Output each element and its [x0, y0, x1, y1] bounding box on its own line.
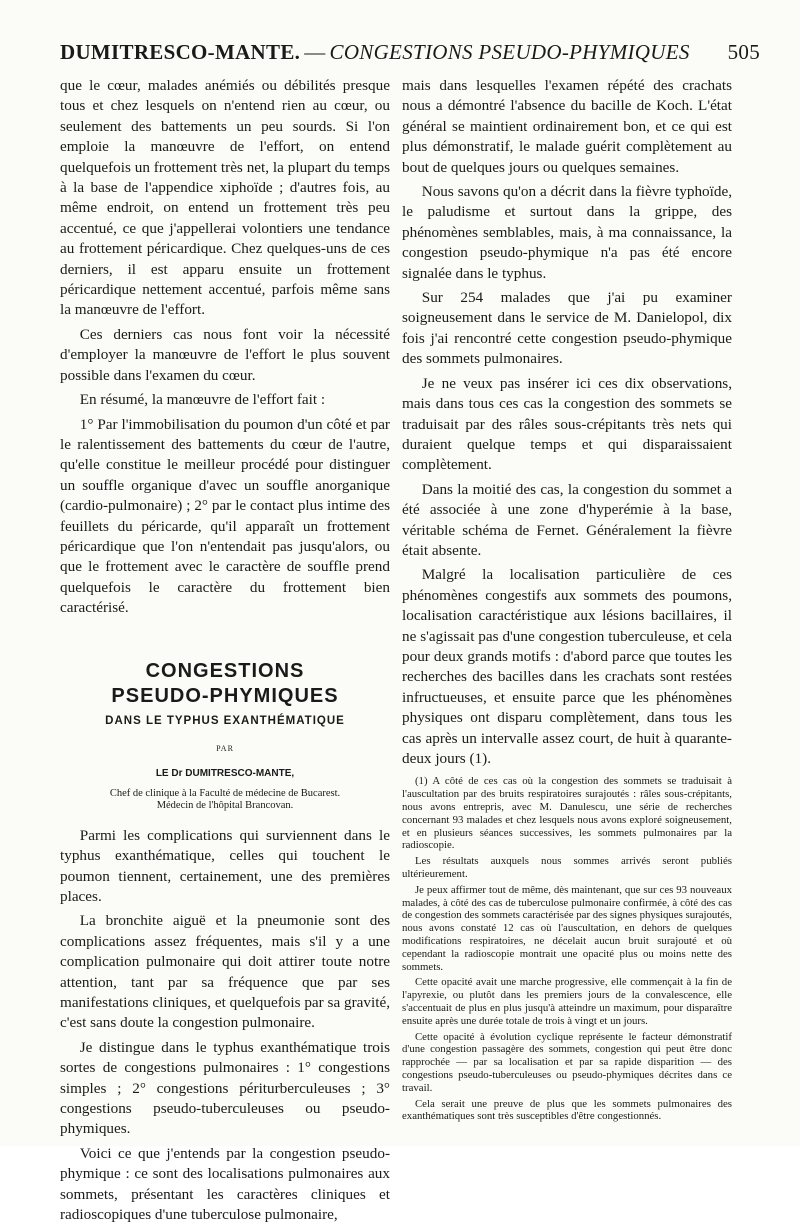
paragraph: Nous savons qu'on a décrit dans la fièvre typhoïde, le paludisme et surtout dans la grippe, des phénomènes semblables, mais, à ma connaissance, la congestion pseudo-phymique n'a pas été encore signalée dans le typhus. [402, 183, 732, 282]
page-number: 505 [727, 40, 760, 64]
article-title [60, 659, 390, 709]
right-column [402, 76, 732, 1136]
paragraph: Dans la moitié des cas, la congestion du sommet a été associée à une zone d'hyperémie à la base, véritable schéma de Fernet. Généralement la fièvre était absente. [402, 480, 732, 559]
article-subtitle: DANS LE TYPHUS EXANTHÉMATIQUE [105, 714, 345, 727]
byline-affiliation: Médecin de l'hôpital Brancovan. [156, 799, 294, 811]
paragraph: que le cœur, malades anémiés ou débilités presque tous et chez lesquels on n'entend rien au cœur, ou seulement des battements un peu sourds. Si l'on emploie la manœuvre de l'effort, on entend quelquefois un frottement très net, la plupart du temps à la base de l'appendice xiphoïde ; d'autres fois, au même endroit, on entend un frottement très peu accentué, ce que j'appellerai volontiers une tendance au frottement péricardique. Chez quelques-uns de ces derniers, il est apparu ensuite un frottement péricardique nettement accentué, parfois même sans la manœuvre de l'effort. [60, 77, 390, 319]
footnotes [402, 775, 732, 1123]
footnote: Cette opacité à évolution cyclique représente le facteur démonstratif d'une congestion passagère des sommets, congestion qui peut être donc rapprochée — par sa localisation et par sa rapide disparition — des congestions pseudo-tuberculeuses ou pseudo-phymiques décrites dans ce travail. [402, 1030, 732, 1094]
byline-par: PAR [216, 743, 234, 753]
footnote: Cette opacité avait une marche progressive, elle commençait à la fin de l'apyrexie, ou plutôt dans les premiers jours de la convalescence, elle s'accentuait de plus en plus jusqu'à atteindre un maximum, pour disparaître ensuite après une durée totale de trois à vingt et un jours. [402, 976, 732, 1027]
footnote: (1) A côté de ces cas où la congestion des sommets se traduisait à l'auscultation par des bruits respiratoires surajoutés : râles sous-crépitants, nous avons entrepris, avec M. Danulescu, une série de recherches concernant 93 malades et chez lesquels nous avons exploré soigneusement, et en plusieurs séances successives, les sommets pulmonaires par la radioscopie. [402, 775, 732, 852]
paragraph: Je ne veux pas insérer ici ces dix observations, mais dans tous ces cas la congestion des sommets se traduisait par des râles sous-crépitants très nets qui duraient quelque temps et qui disparaissaient complètement. [402, 374, 732, 474]
byline-author: LE Dr DUMITRESCO-MANTE, [155, 768, 295, 780]
article-heading [60, 659, 390, 812]
article-title-line2: PSEUDO-PHYMIQUES [111, 684, 339, 707]
article-title-line1: CONGESTIONS [145, 659, 305, 682]
paragraph: Je distingue dans le typhus exanthématique trois sortes de congestions pulmonaires : 1° congestions simples ; 2° congestions périturberculeuses ; 3° congestions pseudo-tuberculeuses ou pseudo-phymiques. [60, 1038, 390, 1138]
footnote: Cela serait une preuve de plus que les sommets pulmonaires des exanthématiques sont très susceptibles d'être congestionnés. [402, 1097, 732, 1123]
running-header [60, 40, 770, 70]
footnote: Les résultats auxquels nous sommes arrivés seront publiés ultérieurement. [402, 855, 732, 880]
footnote: Je peux affirmer tout de même, dès maintenant, que sur ces 93 nouveaux malades, à côté des cas de tuberculose pulmonaire confirmée, à côté des cas de congestion des sommets caractérisée par des signes physiques surajoutés, nous avons constaté 12 cas où l'auscultation, en dehors de quelques modifications respiratoires, ne décelait aucun bruit surajouté et où cependant la radioscopie montrait une opacité plus ou moins nette des sommets. [402, 883, 732, 973]
header-author: DUMITRESCO-MANTE. [60, 40, 301, 64]
header-separator: — [304, 40, 326, 64]
paragraph: Malgré la localisation particulière de ces phénomènes congestifs aux sommets des poumons, localisation caractéristique aux lésions bacillaires, il ne s'agissait pas d'une congestion tuberculeuse, et cela pour deux grands motifs : d'abord parce que toutes les recherches des bacilles dans les crachats sont restées infructueuses, et ensuite parce que les phénomènes physiques ont disparu complètement, dans tous les cas après un intervalle assez court, de huit à quarante-deux jours (1). [402, 566, 732, 767]
paragraph: mais dans lesquelles l'examen répété des crachats nous a démontré l'absence du bacille de Koch. L'état général se maintient ordinairement bon, et ce qui est plus démonstratif, le malade guérit complètement au bout de quelques jours ou quelques semaines. [402, 77, 732, 176]
header-title: CONGESTIONS PSEUDO-PHYMIQUES [329, 40, 690, 64]
paragraph: En résumé, la manœuvre de l'effort fait : [79, 391, 326, 409]
left-column [60, 76, 390, 1224]
byline-affiliation: Chef de clinique à la Faculté de médecine de Bucarest. [109, 787, 341, 799]
paragraph: 1° Par l'immobilisation du poumon d'un côté et par le ralentissement des battements du cœur de l'autre, qu'elle constitue le meilleur procédé pour distinguer un souffle organique d'avec un souffle anorganique (cardio-pulmonaire) ; 2° par le contact plus intime des feuillets du péricarde, qu'il apparaît un frottement péricardique que l'on n'entendait pas jusqu'alors, ou que le frottement avec le caractère de souffle prend quelquefois le caractère du frottement bien caractérisé. [60, 415, 390, 617]
paragraph: Parmi les complications qui surviennent dans le typhus exanthématique, celles qui touchent le poumon tiennent, certainement, une des premières places. [60, 826, 390, 905]
paragraph: Ces derniers cas nous font voir la nécessité d'employer la manœuvre de l'effort le plus souvent possible dans l'examen du cœur. [60, 325, 390, 384]
paragraph: La bronchite aiguë et la pneumonie sont des complications assez fréquentes, mais s'il y a une complication pulmonaire qui doit attirer toute notre attention, tant par sa fréquence que par ses manifestations cliniques, et quelquefois par sa gravité, c'est sans doute la congestion pulmonaire. [60, 912, 390, 1032]
paragraph: Sur 254 malades que j'ai pu examiner soigneusement dans le service de M. Danielopol, dix fois j'ai rencontré cette congestion pseudo-phymique des sommets pulmonaires. [402, 289, 732, 368]
paragraph: Voici ce que j'entends par la congestion pseudo-phymique : ce sont des localisations pulmonaires aux sommets, présentant les caractères cliniques et radioscopiques d'une tuberculose pulmonaire, [60, 1144, 390, 1224]
